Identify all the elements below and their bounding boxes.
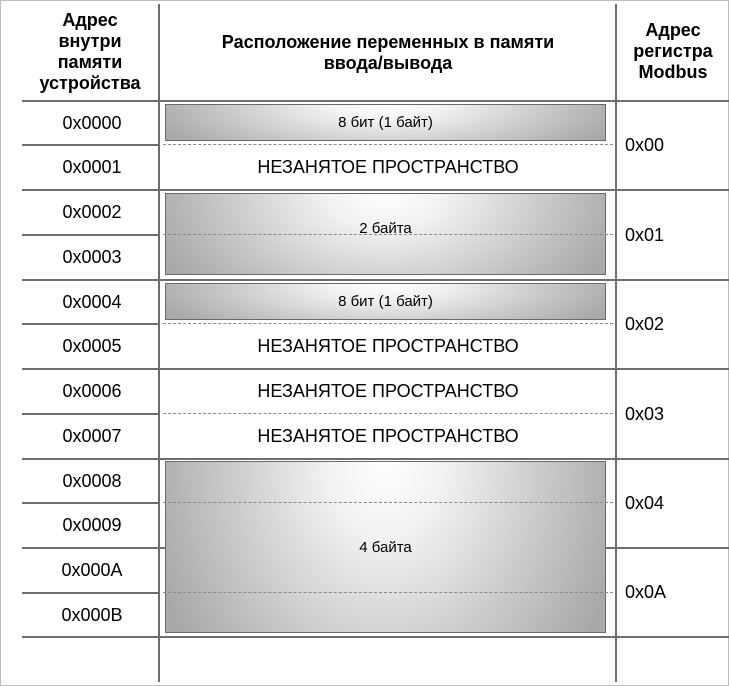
- header-device-address: Адрес внутри памяти устройства: [39, 10, 141, 93]
- variable-label: 4 байта: [359, 538, 412, 556]
- modbus-register: 0x0A: [625, 582, 667, 602]
- modbus-register: 0x00: [625, 135, 665, 155]
- modbus-register: 0x03: [625, 403, 665, 424]
- variable-dword-box: [165, 461, 606, 633]
- unused-space: НЕЗАНЯТОЕ ПРОСТРАНСТВО: [257, 157, 519, 177]
- byte-separator: [163, 323, 613, 324]
- device-address: 0x000A: [61, 560, 123, 580]
- device-address: 0x0003: [62, 247, 122, 267]
- variable-label: 8 бит (1 байт): [338, 293, 433, 310]
- variable-byte-box: [165, 104, 606, 141]
- modbus-register: 0x02: [625, 314, 665, 334]
- variable-byte-box: [165, 283, 606, 320]
- variable-label: 8 бит (1 байт): [338, 114, 433, 131]
- device-address: 0x0006: [62, 381, 122, 401]
- device-address: 0x0007: [62, 426, 122, 446]
- device-address: 0x0002: [62, 202, 122, 222]
- device-address: 0x0004: [62, 291, 122, 312]
- device-address: 0x000B: [61, 604, 123, 625]
- byte-separator: [163, 502, 613, 503]
- header-modbus-register: Адрес регистра Modbus: [633, 19, 713, 82]
- device-address: 0x0009: [62, 515, 122, 535]
- byte-separator: [163, 592, 613, 593]
- device-address: 0x0001: [62, 157, 122, 177]
- device-address: 0x0008: [62, 470, 122, 491]
- byte-separator: [163, 144, 613, 145]
- modbus-register: 0x01: [625, 224, 665, 245]
- unused-space: НЕЗАНЯТОЕ ПРОСТРАНСТВО: [257, 336, 519, 356]
- byte-separator: [163, 234, 613, 235]
- device-address: 0x0005: [62, 336, 122, 356]
- header-io-layout: Расположение переменных в памяти ввода/вывода: [221, 32, 555, 73]
- device-address: 0x0000: [62, 112, 122, 133]
- unused-space: НЕЗАНЯТОЕ ПРОСТРАНСТВО: [257, 426, 519, 446]
- variable-label: 2 байта: [359, 219, 412, 237]
- byte-separator: [163, 413, 613, 414]
- modbus-register: 0x04: [625, 493, 665, 513]
- row-line: [22, 636, 729, 638]
- unused-space: НЕЗАНЯТОЕ ПРОСТРАНСТВО: [257, 381, 519, 401]
